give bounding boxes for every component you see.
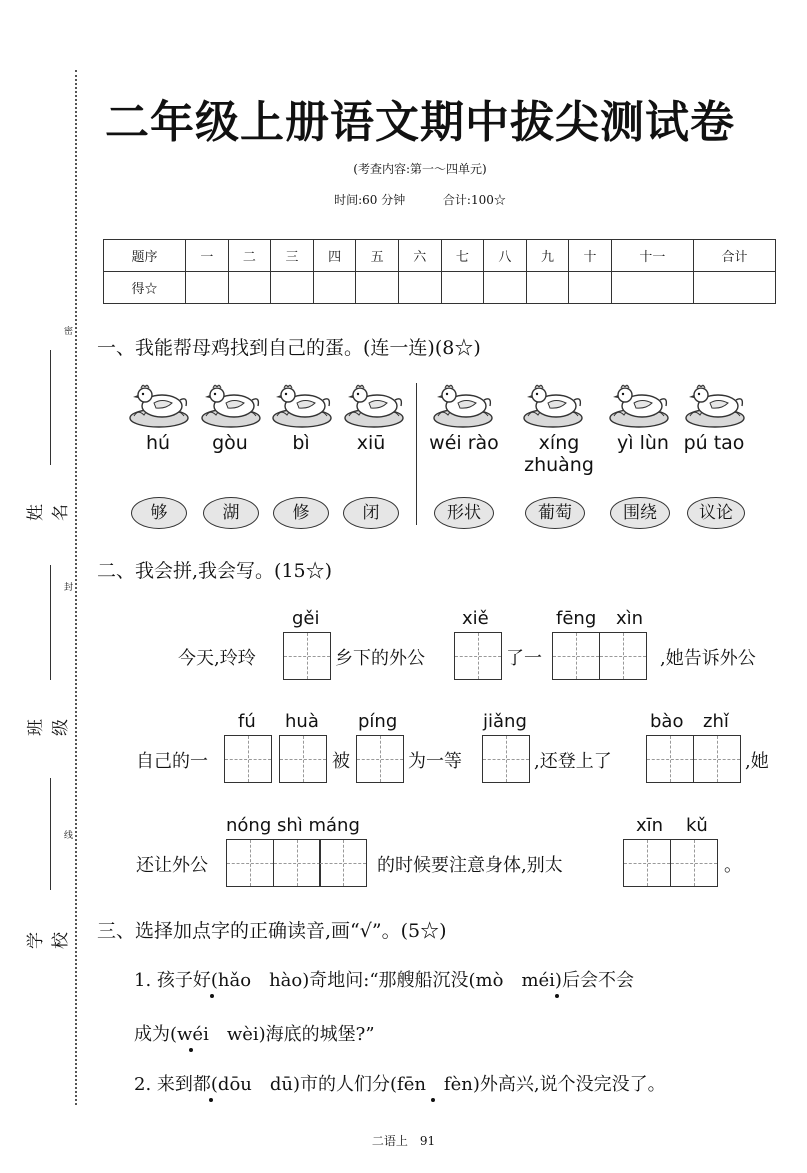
hen-icon	[522, 382, 584, 428]
writing-cell[interactable]	[599, 632, 647, 680]
egg-character[interactable]: 闭	[343, 497, 399, 529]
sentence-text: 了一	[506, 648, 542, 669]
writing-cell[interactable]	[224, 735, 272, 783]
score-cell[interactable]	[569, 272, 612, 304]
egg-character[interactable]: 够	[131, 497, 187, 529]
section1-heading: 一、我能帮母鸡找到自己的蛋。(连一连)(8☆)	[97, 337, 481, 359]
emphasis-dot	[555, 994, 559, 998]
section2-heading: 二、我会拼,我会写。(15☆)	[97, 560, 333, 582]
name-field[interactable]	[26, 350, 71, 521]
pinyin-hint: xīn	[636, 815, 664, 836]
sentence-text: 今天,玲玲	[178, 648, 256, 669]
sentence-text: ,她告诉外公	[660, 648, 756, 669]
total-score: 合计:100☆	[442, 193, 506, 207]
sentence-text: 自己的一	[136, 751, 208, 772]
writing-cell[interactable]	[552, 632, 600, 680]
score-cell[interactable]	[526, 272, 569, 304]
question-1-line-2: 成为(wéi wèi)海底的城堡?”	[134, 1024, 375, 1045]
emphasis-dot	[209, 1098, 213, 1102]
hen-icon	[200, 382, 262, 428]
class-label: 班级	[26, 719, 71, 736]
question-2: 2. 来到都(dōu dū)市的人们分(fēn fèn)外高兴,说个没完没了。	[134, 1074, 666, 1095]
hen-icon	[343, 382, 405, 428]
writing-cell[interactable]	[693, 735, 741, 783]
sentence-text: 为一等	[408, 751, 462, 772]
school-label: 学校	[26, 932, 71, 949]
pinyin-hint: kǔ	[686, 815, 708, 836]
writing-grid[interactable]	[279, 735, 327, 783]
sentence-text: ,还登上了	[534, 751, 612, 772]
pinyin-hint: huà	[285, 711, 319, 732]
page-title: 二年级上册语文期中拔尖测试卷	[105, 97, 735, 148]
seal-mark-xian: 线	[64, 826, 73, 843]
score-col: 七	[441, 240, 484, 272]
egg-character[interactable]: 形状	[434, 497, 494, 529]
writing-grid[interactable]	[224, 735, 272, 783]
writing-grid[interactable]	[552, 632, 647, 680]
hen-pinyin: bì	[292, 432, 310, 454]
writing-grid[interactable]	[283, 632, 331, 680]
sentence-text: 。	[724, 855, 742, 876]
score-col: 八	[484, 240, 527, 272]
score-table-header-row	[104, 240, 776, 272]
score-col: 一	[186, 240, 229, 272]
score-cell[interactable]	[356, 272, 399, 304]
school-field[interactable]	[26, 778, 71, 949]
score-col: 九	[526, 240, 569, 272]
egg-character[interactable]: 湖	[203, 497, 259, 529]
writing-grid[interactable]	[482, 735, 530, 783]
pinyin-hint: gěi	[292, 608, 320, 629]
hen-icon	[608, 382, 670, 428]
writing-cell[interactable]	[454, 632, 502, 680]
score-col: 四	[313, 240, 356, 272]
score-cell[interactable]	[611, 272, 693, 304]
writing-cell[interactable]	[273, 839, 321, 887]
writing-cell[interactable]	[226, 839, 274, 887]
score-table-score-row	[104, 272, 776, 304]
score-col: 合计	[693, 240, 775, 272]
hen-pinyin: wéi rào	[429, 432, 499, 454]
emphasis-dot	[431, 1098, 435, 1102]
hen-icon	[271, 382, 333, 428]
school-underline	[50, 778, 51, 890]
score-cell[interactable]	[228, 272, 271, 304]
egg-character[interactable]: 议论	[687, 497, 745, 529]
pinyin-hint: píng	[358, 711, 398, 732]
class-underline	[50, 565, 51, 680]
pinyin-hint: bào	[650, 711, 684, 732]
writing-grid[interactable]	[623, 839, 718, 887]
pinyin-hint: xìn	[616, 608, 644, 629]
score-col: 十	[569, 240, 612, 272]
score-col: 二	[228, 240, 271, 272]
score-col: 六	[398, 240, 441, 272]
pinyin-hint: fú	[238, 711, 256, 732]
score-cell[interactable]	[398, 272, 441, 304]
question-1-line-1: 1. 孩子好(hǎo hào)奇地问:“那艘船沉没(mò méi)后会不会	[134, 970, 634, 991]
hen-icon	[684, 382, 746, 428]
sentence-text: 还让外公	[136, 855, 208, 876]
writing-cell[interactable]	[283, 632, 331, 680]
pinyin-hint: xiě	[462, 608, 489, 629]
emphasis-dot	[189, 1048, 193, 1052]
score-cell[interactable]	[693, 272, 775, 304]
score-cell[interactable]	[271, 272, 314, 304]
pinyin-hint: nóng shì máng	[226, 815, 360, 836]
section1-divider	[416, 383, 417, 525]
name-label: 姓名	[26, 504, 71, 521]
sentence-text: ,她	[745, 751, 769, 772]
hen-pinyin: gòu	[212, 432, 248, 454]
pinyin-hint: zhǐ	[703, 711, 729, 732]
time-limit: 时间:60 分钟	[334, 193, 406, 207]
hen-pinyin: yì lùn	[617, 432, 669, 454]
writing-cell[interactable]	[356, 735, 404, 783]
score-cell[interactable]	[441, 272, 484, 304]
writing-grid[interactable]	[454, 632, 502, 680]
sentence-text: 的时候要注意身体,别太	[377, 855, 563, 876]
section3-heading: 三、选择加点字的正确读音,画“√”。(5☆)	[97, 920, 447, 942]
score-cell[interactable]	[484, 272, 527, 304]
writing-cell[interactable]	[646, 735, 694, 783]
exam-scope: (考查内容:第一～四单元)	[353, 162, 487, 176]
writing-cell[interactable]	[319, 839, 367, 887]
hen-pinyin: pú tao	[683, 432, 745, 454]
sentence-text: 乡下的外公	[335, 648, 425, 669]
score-col: 五	[356, 240, 399, 272]
score-col: 题序	[104, 240, 186, 272]
score-cell[interactable]	[313, 272, 356, 304]
writing-grid[interactable]	[356, 735, 404, 783]
binding-line	[75, 70, 77, 1105]
egg-character[interactable]: 围绕	[610, 497, 670, 529]
score-cell[interactable]	[186, 272, 229, 304]
egg-character[interactable]: 葡萄	[525, 497, 585, 529]
seal-mark-feng: 封	[64, 578, 73, 595]
page-footer: 二语上 91	[371, 1134, 436, 1148]
score-row-label: 得☆	[104, 272, 186, 304]
hen-pinyin: xíng zhuàng	[524, 432, 594, 476]
hen-pinyin: xiū	[356, 432, 386, 454]
writing-grid[interactable]	[226, 839, 367, 887]
hen-icon	[432, 382, 494, 428]
hen-pinyin: hú	[145, 432, 171, 454]
name-underline	[50, 350, 51, 465]
writing-cell[interactable]	[279, 735, 327, 783]
egg-character[interactable]: 修	[273, 497, 329, 529]
writing-cell[interactable]	[670, 839, 718, 887]
sentence-text: 被	[332, 751, 350, 772]
seal-mark-mi: 密	[64, 322, 73, 339]
class-field[interactable]	[26, 565, 71, 736]
score-table	[103, 239, 776, 304]
writing-cell[interactable]	[482, 735, 530, 783]
emphasis-dot	[210, 994, 214, 998]
pinyin-hint: fēng	[556, 608, 597, 629]
writing-grid[interactable]	[646, 735, 741, 783]
writing-cell[interactable]	[623, 839, 671, 887]
pinyin-hint: jiǎng	[483, 711, 527, 732]
score-col: 三	[271, 240, 314, 272]
hen-icon	[128, 382, 190, 428]
exam-meta	[100, 191, 740, 208]
score-col: 十一	[611, 240, 693, 272]
